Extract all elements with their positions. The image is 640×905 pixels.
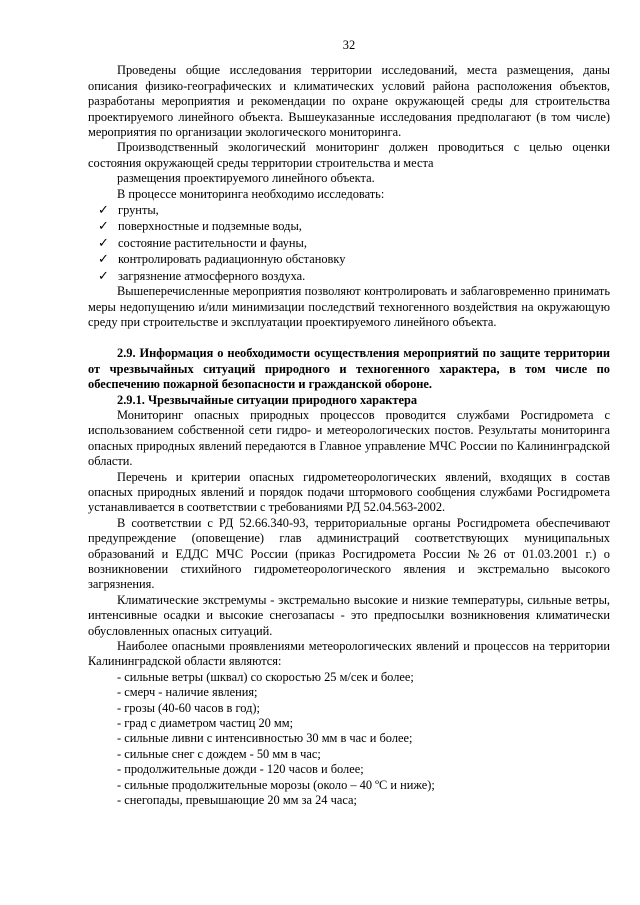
section-paragraph-2: Перечень и критерии опасных гидрометеорологических явлений, входящих в состав опасных природных явлений и порядок подачи штормового сообщения службами Росгидромета устанавливается в соответствии с требованиями РД 52.04.563-2002. — [88, 469, 610, 515]
intro-paragraph-2: Производственный экологический мониторинг должен проводиться с целью оценки состояния окружающей среды территории строительства и места — [88, 140, 610, 170]
list-item: - продолжительные дожди - 120 часов и более; — [117, 762, 364, 777]
section-paragraph-5: Наиболее опасными проявлениями метеорологических явлений и процессов на территории Калининградской области являются: — [88, 639, 610, 669]
checkmark-icon: ✓ — [98, 251, 109, 267]
list-item — [98, 251, 610, 267]
list-item: - грозы (40-60 часов в год); — [117, 700, 260, 715]
section-heading: 2.9. Информация о необходимости осуществления мероприятий по защите территории от чрезвычайных ситуаций природного и техногенного характера, в том числе по обеспечению пожарной безопасности и гражданской обороне. — [88, 346, 610, 392]
list-item-text: загрязнение атмосферного воздуха. — [118, 268, 306, 283]
list-item: - сильные ливни с интенсивностью 30 мм в час и более; — [117, 731, 413, 746]
list-item-text: грунты, — [118, 203, 159, 218]
list-item-text: контролировать радиационную обстановку — [118, 252, 346, 267]
list-item — [98, 202, 610, 218]
intro-paragraph-3: размещения проектируемого линейного объекта. — [117, 171, 375, 186]
page-number: 32 — [342, 38, 356, 52]
checkmark-icon: ✓ — [98, 202, 109, 218]
list-item — [98, 218, 610, 234]
checkmark-icon: ✓ — [98, 218, 109, 234]
intro-paragraph-1: Проведены общие исследования территории исследований, места размещения, даны описания физико-географических и климатических условий района расположения объектов, разработаны мероприятия и рекомендации по охране окружающей среды для строительства проектируемого линейного объекта. Вышеуказанные исследования предполагают (в том числе) мероприятия по организации экологического мониторинга. — [88, 63, 610, 140]
spacer — [88, 330, 610, 346]
section-paragraph-4: Климатические экстремумы - экстремально высокие и низкие температуры, сильные ветры, интенсивные осадки и высокие снегозапасы - это предпосылки возникновения климатически обусловленных опасных ситуаций. — [88, 592, 610, 638]
checkmark-icon: ✓ — [98, 267, 109, 283]
list-item — [98, 235, 610, 251]
list-item: - сильные ветры (шквал) со скоростью 25 м/сек и более; — [117, 669, 414, 684]
list-item: - сильные продолжительные морозы (около – 40 ºС и ниже); — [117, 777, 435, 792]
hazard-list — [88, 670, 610, 809]
list-item-text: состояние растительности и фауны, — [118, 235, 307, 250]
intro-paragraph-4: В процессе мониторинга необходимо исследовать: — [117, 186, 385, 201]
list-item: - смерч - наличие явления; — [117, 685, 258, 700]
list-item: - сильные снег с дождем - 50 мм в час; — [117, 746, 321, 761]
section-paragraph-3: В соответствии с РД 52.66.340-93, территориальные органы Росгидромета обеспечивают предупреждение (оповещение) глав администраций соответствующих муниципальных образований и ЕДДС МЧС России (приказ Росгидромета России №26 от 01.03.2001 г.) о возникновении стихийного гидрометеорологического явления и экстремально высокого загрязнения. — [88, 515, 610, 592]
section-paragraph-1: Мониторинг опасных природных процессов проводится службами Росгидромета с использованием собственной сети гидро- и метеорологических постов. Результаты мониторинга опасных природных явлений передаются в Главное управление МЧС России по Калининградской области. — [88, 407, 610, 469]
checkmark-icon: ✓ — [98, 234, 109, 250]
subsection-heading: 2.9.1. Чрезвычайные ситуации природного характера — [117, 392, 418, 407]
intro-paragraph-5: Вышеперечисленные мероприятия позволяют контролировать и заблаговременно принимать меры недопущению и/или минимизации последствий техногенного воздействия на окружающую среду при строительстве и эксплуатации проектируемого линейного объекта. — [88, 284, 610, 329]
list-item — [98, 268, 610, 284]
list-item-text: поверхностные и подземные воды, — [118, 219, 302, 234]
list-item: - град с диаметром частиц 20 мм; — [117, 716, 294, 731]
monitoring-checklist — [88, 202, 610, 284]
list-item: - снегопады, превышающие 20 мм за 24 часа; — [117, 793, 357, 808]
